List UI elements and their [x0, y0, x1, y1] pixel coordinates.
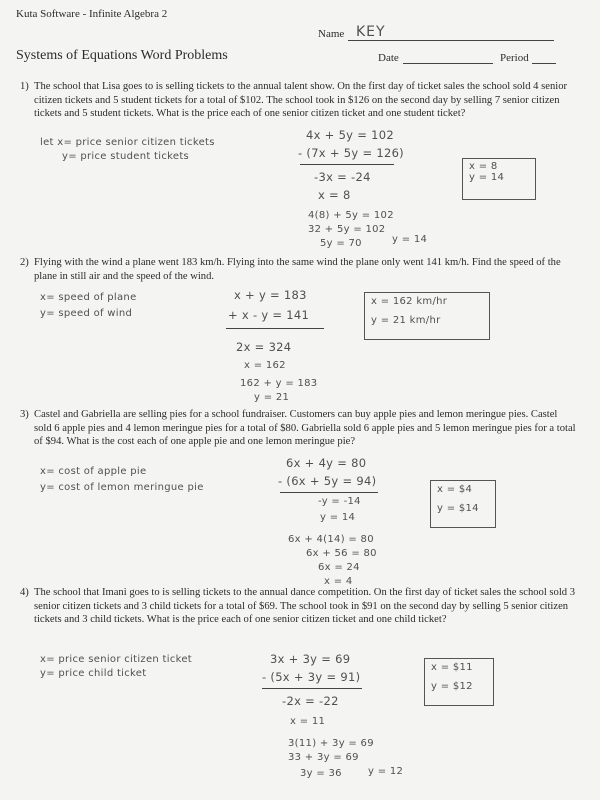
problem-3-answer-x: x = $4: [437, 484, 473, 495]
problem-3-solve-y: y = 14: [320, 512, 356, 523]
period-label: Period: [500, 52, 529, 64]
problem-2-sub1: 162 + y = 183: [240, 378, 318, 389]
problem-4-var2: y= price child ticket: [40, 668, 147, 679]
problem-1-sub3: 5y = 70: [320, 238, 362, 249]
problem-3-eq2: - (6x + 5y = 94): [278, 474, 377, 488]
problem-4-var1: x= price senior citizen ticket: [40, 654, 193, 665]
problem-1-text: The school that Lisa goes to is selling tickets to the annual talent show. On the first day of ticket sales the school sold 4 senior citizen tickets and 5 student tickets for a total of $102. The school took in $126 on the second day by selling 7 senior citizen tickets and 5 student tickets. What is the price each of one senior citizen ticket and one student ticket?: [34, 81, 568, 120]
problem-1-solve-x: x = 8: [318, 188, 351, 202]
problem-4-solve-x: x = 11: [290, 716, 326, 727]
problem-1-eq2: - (7x + 5y = 126): [298, 146, 404, 160]
problem-2-solve-x: x = 162: [244, 360, 286, 371]
problem-4-text: The school that Imani goes to is selling tickets to the annual dance competition. On the first day of ticket sales the school sold 3 senior citizen tickets and 3 child tickets for a total of $69. The school took in $91 on the second day by selling 5 senior citizen tickets and 3 child tickets. What is the price each of one senior citizen ticket and one child ticket?: [34, 587, 576, 626]
problem-1-diff: -3x = -24: [314, 170, 371, 184]
problem-4-answer-box: [424, 658, 494, 706]
problem-4-diff: -2x = -22: [282, 694, 339, 708]
problem-2-answer-x: x = 162 km/hr: [371, 296, 448, 307]
page-title: Systems of Equations Word Problems: [16, 48, 228, 63]
problem-4-sub2: 33 + 3y = 69: [288, 752, 359, 763]
problem-1-rule: [300, 164, 394, 165]
problem-4-answer-x: x = $11: [431, 662, 473, 673]
problem-3-var1: x= cost of apple pie: [40, 466, 147, 477]
date-underline: [403, 63, 493, 64]
problem-1-number: 1): [20, 81, 29, 92]
problem-3-diff: -y = -14: [318, 496, 361, 507]
problem-3-sub1: 6x + 4(14) = 80: [288, 534, 374, 545]
problem-3-answer-box: [430, 480, 496, 528]
problem-4-eq2: - (5x + 3y = 91): [262, 670, 361, 684]
problem-3-text: Castel and Gabriella are selling pies for a school fundraiser. Customers can buy apple pies and lemon meringue pies. Castel sold 6 apple pies and 4 lemon meringue pies for a total of $80. Gabriella sold 6 apple pies and 5 lemon meringue pies for a total of $94. What is the cost each of one apple pie and one lemon meringue pie?: [34, 409, 576, 448]
problem-3-var2: y= cost of lemon meringue pie: [40, 482, 204, 493]
problem-1-var2: y= price student tickets: [62, 151, 190, 162]
problem-1-answer-y: y = 14: [469, 172, 505, 183]
problem-1-answer-box: [462, 158, 536, 200]
problem-3-eq1: 6x + 4y = 80: [286, 456, 367, 470]
problem-1-var1: let x= price senior citizen tickets: [40, 137, 215, 148]
date-label: Date: [378, 52, 399, 64]
problem-3-sub2: 6x + 56 = 80: [306, 548, 377, 559]
problem-3-answer-y: y = $14: [437, 503, 479, 514]
problem-4-rule: [262, 688, 362, 689]
problem-2-sum: 2x = 324: [236, 340, 292, 354]
problem-4-sub3: 3y = 36: [300, 768, 342, 779]
problem-1-sub-y: y = 14: [392, 234, 428, 245]
name-label: Name: [318, 28, 345, 40]
problem-2-answer-y: y = 21 km/hr: [371, 315, 441, 326]
problem-2-sub-y: y = 21: [254, 392, 290, 403]
problem-4-number: 4): [20, 587, 29, 598]
problem-2-rule: [226, 328, 324, 329]
problem-2-text: Flying with the wind a plane went 183 km/h. Flying into the same wind the plane only went 141 km/h. Find the speed of the plane in still air and the speed of the wind.: [34, 257, 561, 282]
problem-2-eq2: + x - y = 141: [228, 308, 310, 322]
name-underline: [348, 40, 554, 41]
problem-3-rule: [280, 492, 378, 493]
problem-1-sub2: 32 + 5y = 102: [308, 224, 386, 235]
problem-3-solve-x: x = 4: [324, 576, 353, 587]
name-value: KEY: [356, 24, 386, 40]
problem-3-sub3: 6x = 24: [318, 562, 360, 573]
problem-1-eq1: 4x + 5y = 102: [306, 128, 394, 142]
problem-4-eq1: 3x + 3y = 69: [270, 652, 351, 666]
problem-1-sub1: 4(8) + 5y = 102: [308, 210, 394, 221]
problem-3-number: 3): [20, 409, 29, 420]
problem-4-answer-y: y = $12: [431, 681, 473, 692]
problem-2-eq1: x + y = 183: [234, 288, 307, 302]
problem-2-answer-box: [364, 292, 490, 340]
problem-1-answer-x: x = 8: [469, 161, 498, 172]
problem-2-var2: y= speed of wind: [40, 308, 133, 319]
publisher-label: Kuta Software - Infinite Algebra 2: [16, 8, 168, 20]
problem-2-var1: x= speed of plane: [40, 292, 137, 303]
problem-2-number: 2): [20, 257, 29, 268]
problem-4-sub-y: y = 12: [368, 766, 404, 777]
period-underline: [532, 63, 556, 64]
problem-4-sub1: 3(11) + 3y = 69: [288, 738, 374, 749]
